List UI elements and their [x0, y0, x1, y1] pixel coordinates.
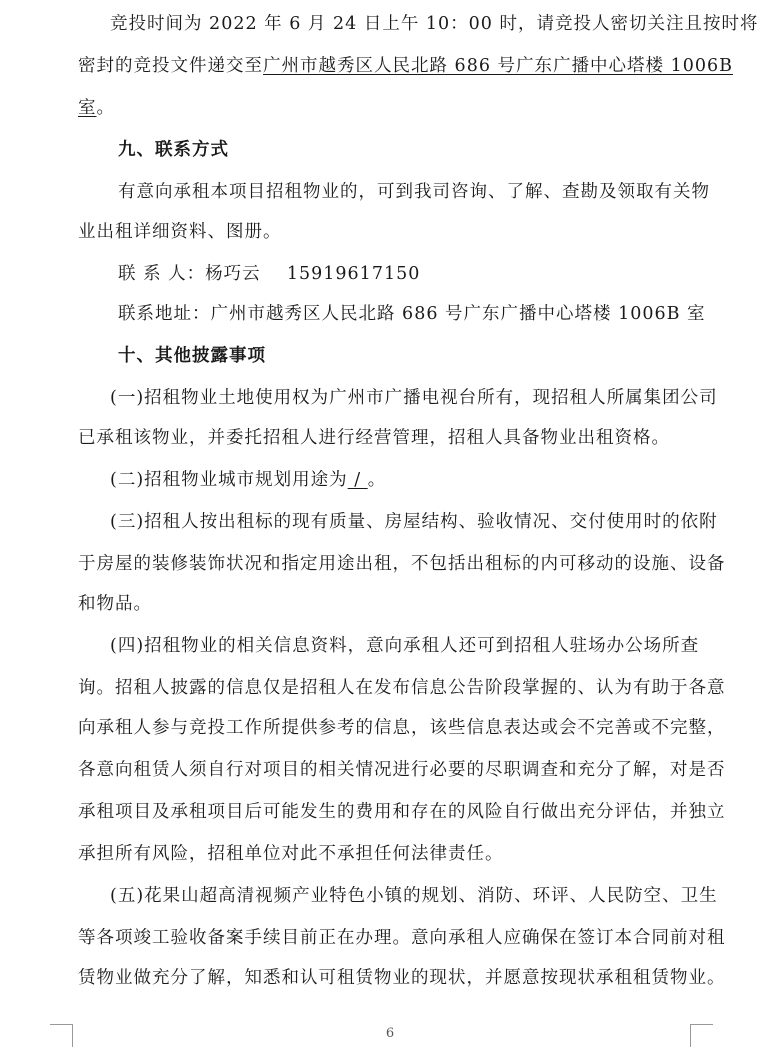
- contact-address: 联系地址：广州市越秀区人民北路 686 号广东广播中心塔楼 1006B 室: [118, 304, 706, 324]
- text-span: 。: [367, 470, 387, 490]
- address-underlined: 室: [78, 98, 97, 118]
- page-number: 6: [385, 1026, 395, 1041]
- text-span: (二)招租物业城市规划用途为: [110, 470, 348, 490]
- paragraph-line: 向承租人参与竞投工作所提供参考的信息，该些信息表达或会不完善或不完整，: [78, 718, 726, 738]
- planning-use-underlined: /: [347, 470, 368, 490]
- paragraph-line: 业出租详细资料、图册。: [78, 222, 282, 242]
- paragraph-line: 已承租该物业，并委托招租人进行经营管理，招租人具备物业出租资格。: [78, 428, 670, 448]
- paragraph-line: [110, 468, 740, 492]
- paragraph-line: 有意向承租本项目招租物业的，可到我司咨询、了解、查勘及领取有关物: [118, 182, 710, 202]
- contact-person: 联 系 人：杨巧云 15919617150: [118, 264, 421, 284]
- paragraph-line: (三)招租人按出租标的现有质量、房屋结构、验收情况、交付使用时的依附: [110, 512, 718, 532]
- paragraph-line: (四)招租物业的相关信息资料，意向承租人还可到招租人驻场办公场所查: [110, 636, 700, 656]
- paragraph-line: 承租项目及承租项目后可能发生的费用和存在的风险自行做出充分评估，并独立: [78, 802, 726, 822]
- address-underlined: 广州市越秀区人民北路 686 号广东广播中心塔楼 1006B: [263, 56, 733, 76]
- paragraph-line: 赁物业做充分了解，知悉和认可租赁物业的现状，并愿意按现状承租租赁物业。: [78, 968, 726, 988]
- paragraph-line: 询。招租人披露的信息仅是招租人在发布信息公告阶段掌握的、认为有助于各意: [78, 678, 726, 698]
- text-span: 密封的竞投文件递交至: [78, 56, 263, 76]
- paragraph-line: (一)招租物业土地使用权为广州市广播电视台所有，现招租人所属集团公司: [110, 388, 718, 408]
- paragraph-line: 承担所有风险，招租单位对此不承担任何法律责任。: [78, 844, 504, 864]
- section-heading: 十、其他披露事项: [118, 346, 266, 366]
- paragraph-line: (五)花果山超高清视频产业特色小镇的规划、消防、环评、人民防空、卫生: [110, 886, 718, 906]
- page-corner-mark: [690, 1024, 713, 1047]
- paragraph-line: [78, 54, 733, 78]
- section-heading: 九、联系方式: [118, 140, 229, 160]
- paragraph-line: 竞投时间为 2022 年 6 月 24 日上午 10：00 时，请竞投人密切关注且按时将: [110, 14, 759, 34]
- paragraph-line: [78, 96, 708, 120]
- paragraph-line: 等各项竣工验收备案手续目前正在办理。意向承租人应确保在签订本合同前对租: [78, 928, 726, 948]
- paragraph-line: 和物品。: [78, 594, 152, 614]
- paragraph-line: 于房屋的装修装饰状况和指定用途出租，不包括出租标的内可移动的设施、设备: [78, 554, 726, 574]
- text-span: 。: [96, 98, 115, 118]
- paragraph-line: 各意向租赁人须自行对项目的相关情况进行必要的尽职调查和充分了解，对是否: [78, 760, 726, 780]
- page-corner-mark: [50, 1024, 73, 1047]
